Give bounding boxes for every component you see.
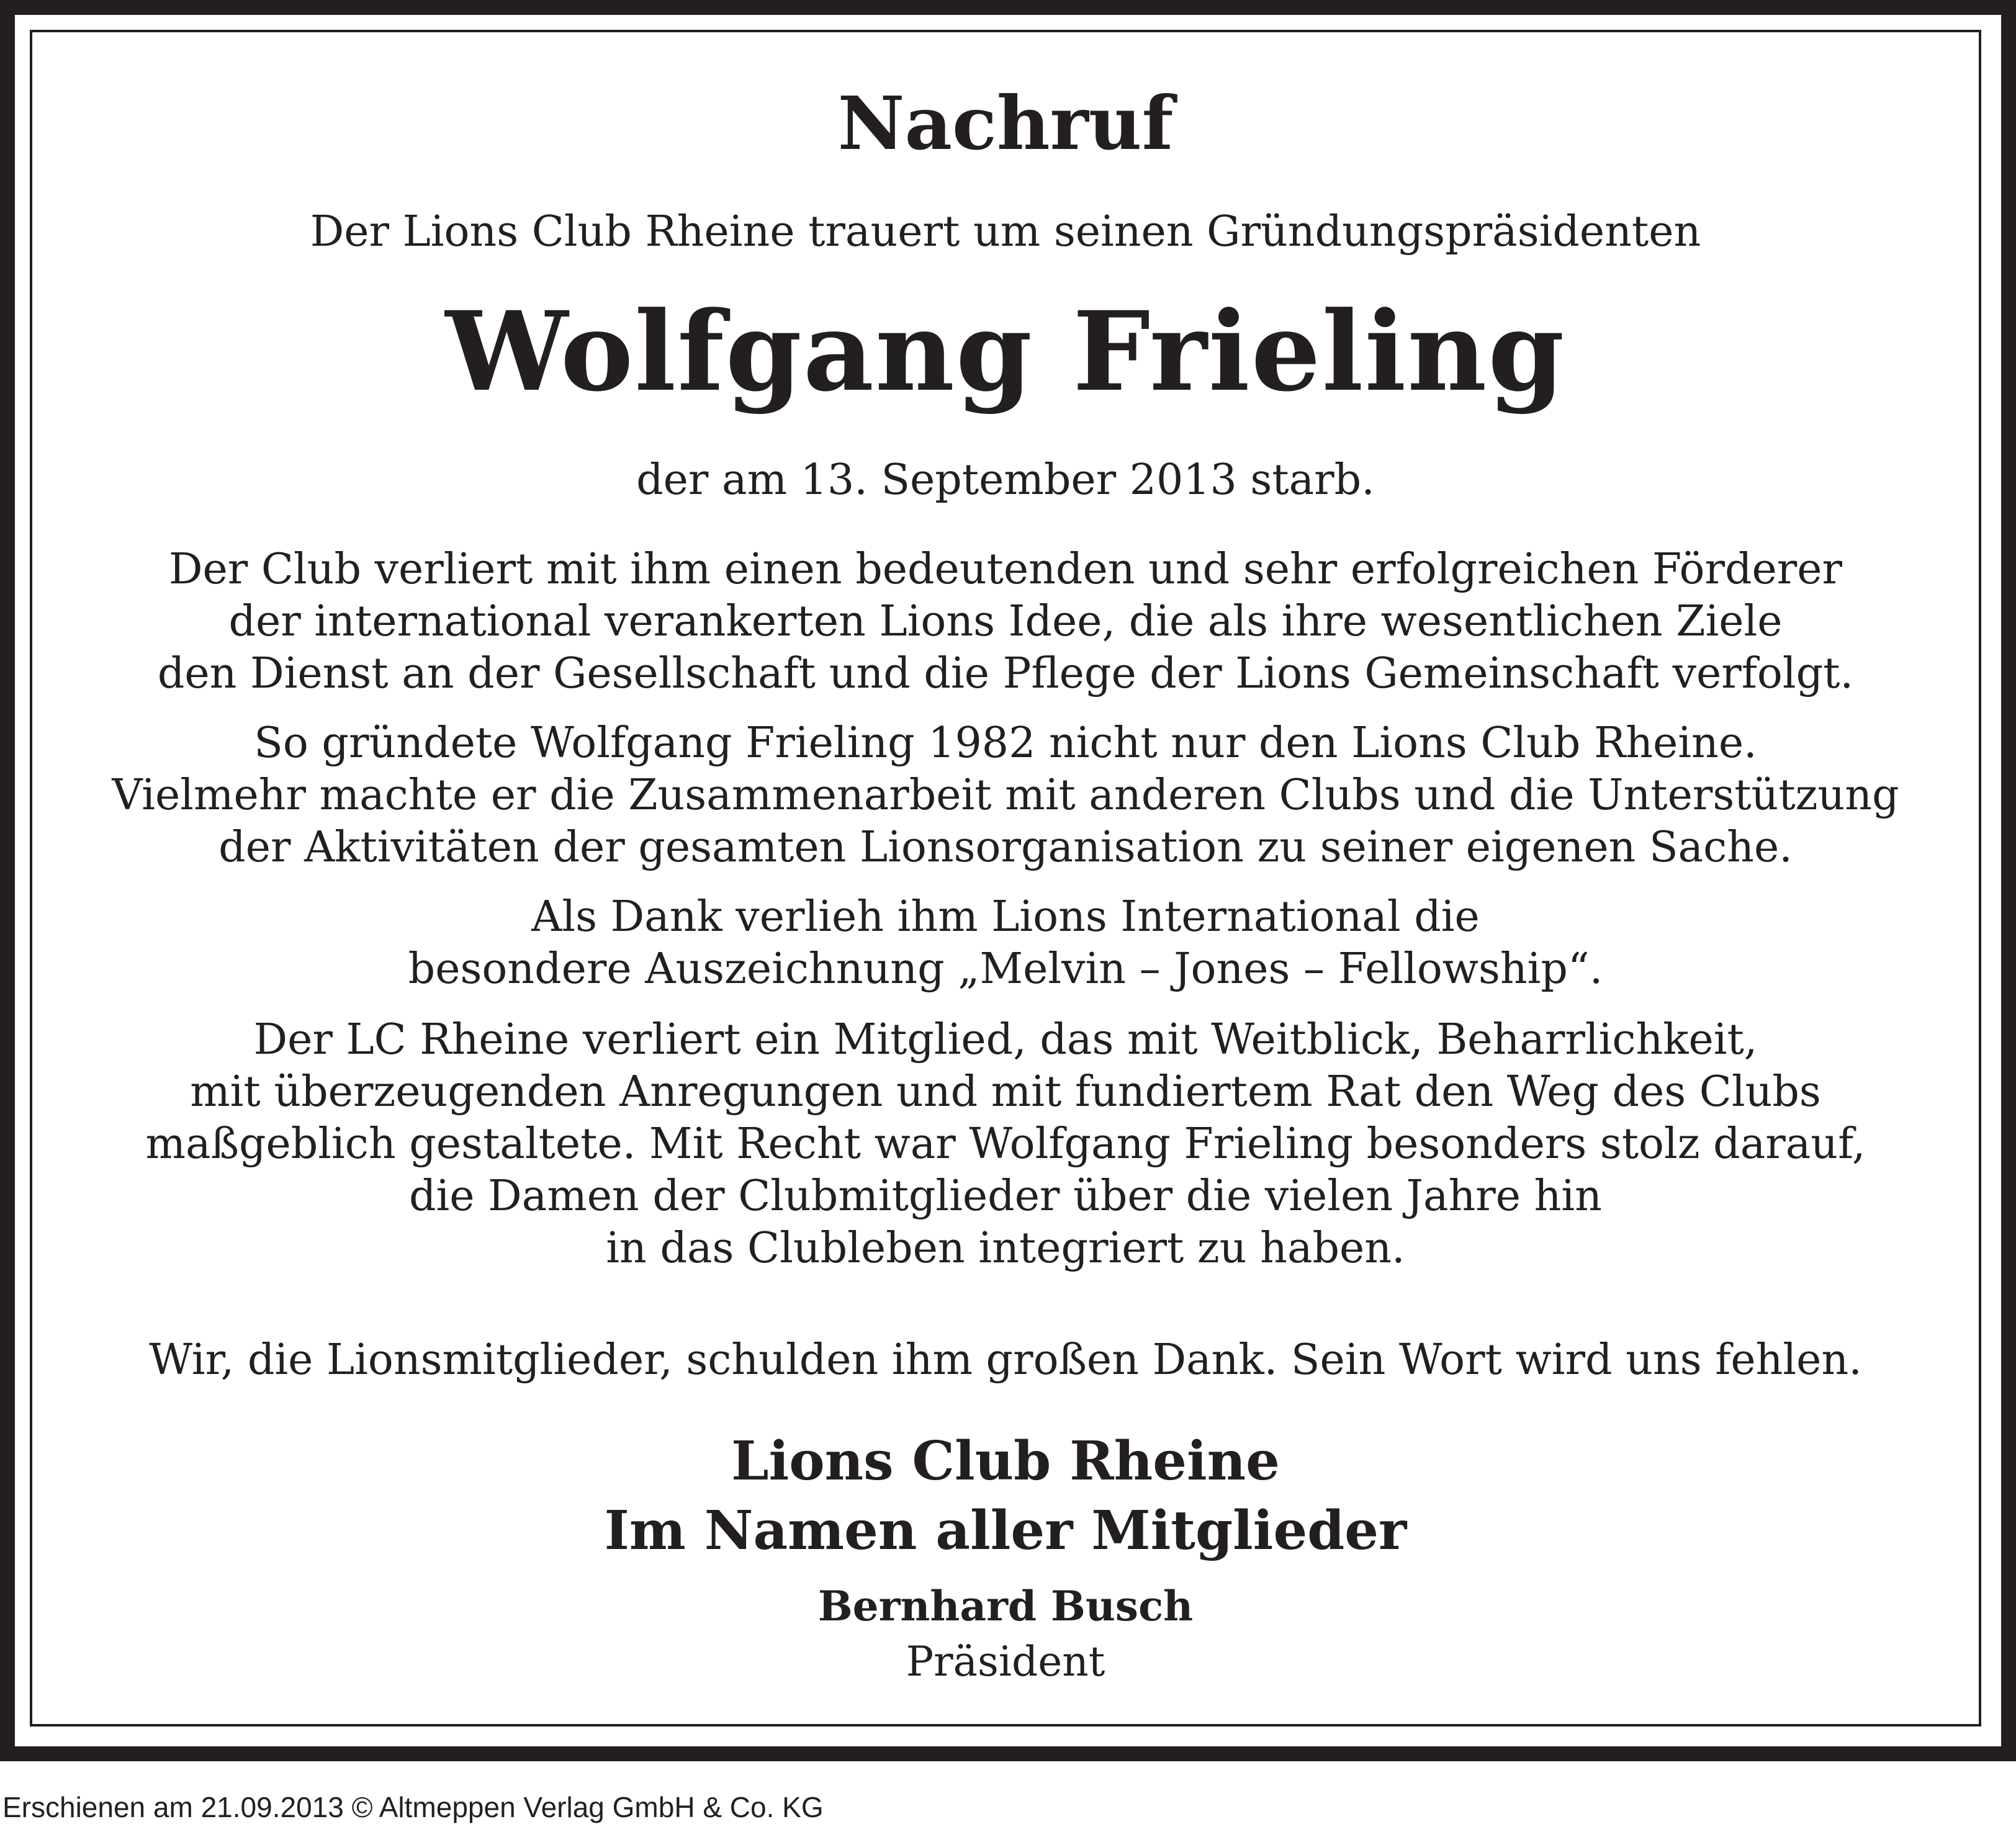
signer-role: Präsident bbox=[906, 1638, 1105, 1686]
paragraph-2-line-3: der Aktivitäten der gesamten Lionsorganisation zu seiner eigenen Sache. bbox=[218, 823, 1793, 872]
paragraph-4-line-4: die Damen der Clubmitglieder über die vielen Jahre hin bbox=[409, 1172, 1602, 1221]
notice-intro: Der Lions Club Rheine trauert um seinen Gründungspräsidenten bbox=[310, 207, 1701, 256]
obituary-notice bbox=[30, 30, 1981, 1726]
paragraph-3-line-1: Als Dank verlieh ihm Lions International die bbox=[531, 892, 1480, 941]
paragraph-2-line-2: Vielmehr machte er die Zusammenarbeit mit anderen Clubs und die Unterstützung bbox=[112, 771, 1899, 820]
paragraph-1-line-1: Der Club verliert mit ihm einen bedeutenden und sehr erfolgreichen Förderer bbox=[169, 545, 1842, 594]
paragraph-4-line-5: in das Clubleben integriert zu haben. bbox=[606, 1224, 1405, 1273]
paragraph-5-line-1: Wir, die Lionsmitglieder, schulden ihm großen Dank. Sein Wort wird uns fehlen. bbox=[149, 1336, 1862, 1385]
publication-footer: Erschienen am 21.09.2013 © Altmeppen Verlag GmbH & Co. KG bbox=[2, 1791, 824, 1823]
paragraph-1-line-2: der international verankerten Lions Idee, die als ihre wesentlichen Ziele bbox=[228, 597, 1783, 646]
signature-organization: Lions Club Rheine bbox=[731, 1430, 1280, 1493]
paragraph-4-line-2: mit überzeugenden Anregungen und mit fundiertem Rat den Weg des Clubs bbox=[190, 1067, 1821, 1116]
signature-on-behalf: Im Namen aller Mitglieder bbox=[604, 1499, 1407, 1562]
paragraph-4-line-1: Der LC Rheine verliert ein Mitglied, das mit Weitblick, Beharrlichkeit, bbox=[253, 1015, 1758, 1064]
deceased-name: Wolfgang Frieling bbox=[445, 287, 1566, 416]
notice-title: Nachruf bbox=[837, 80, 1174, 166]
signer-name: Bernhard Busch bbox=[817, 1582, 1194, 1630]
paragraph-2-line-1: So gründete Wolfgang Frieling 1982 nicht nur den Lions Club Rheine. bbox=[254, 719, 1757, 768]
paragraph-4-line-3: maßgeblich gestaltete. Mit Recht war Wolfgang Frieling besonders stolz darauf, bbox=[145, 1120, 1866, 1169]
death-date-line: der am 13. September 2013 starb. bbox=[636, 456, 1375, 505]
inner-white-frame bbox=[15, 15, 2001, 1746]
paragraph-1-line-3: den Dienst an der Gesellschaft und die Pflege der Lions Gemeinschaft verfolgt. bbox=[157, 649, 1854, 698]
paragraph-3-line-2: besondere Auszeichnung „Melvin – Jones – Fellowship“. bbox=[408, 945, 1603, 994]
